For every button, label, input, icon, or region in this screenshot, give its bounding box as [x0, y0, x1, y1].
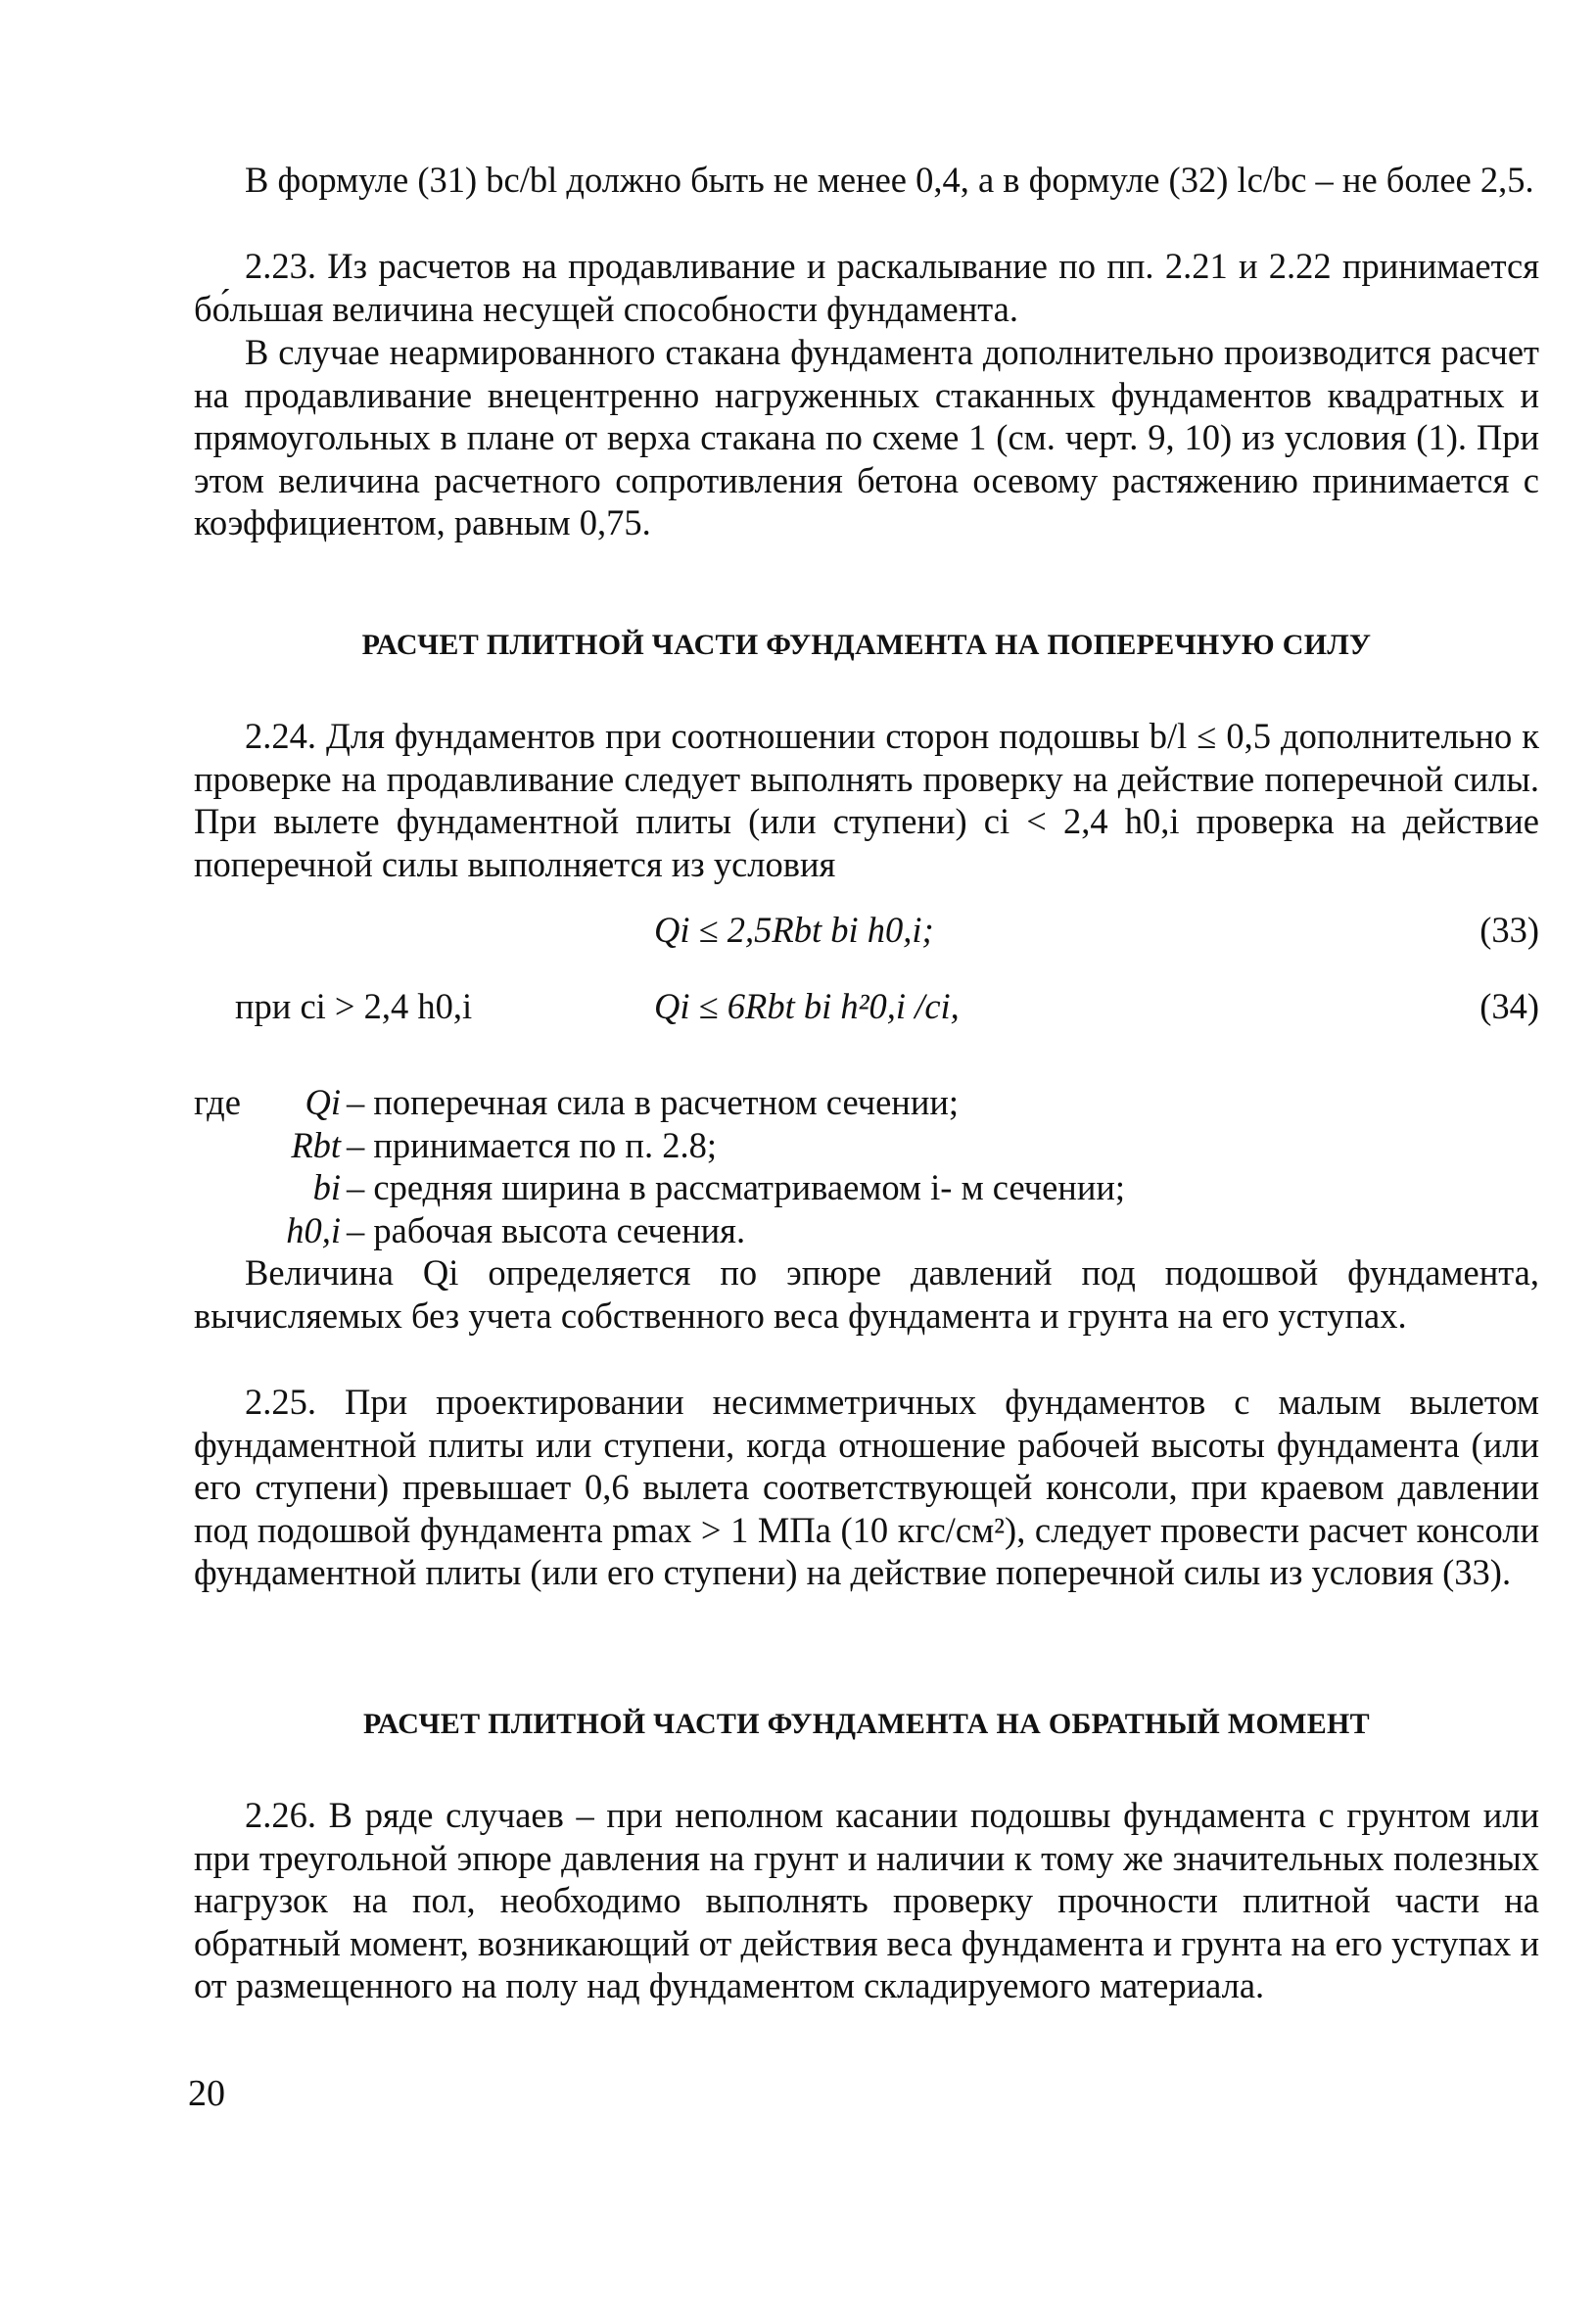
definition-text: – средняя ширина в рассматриваемом i- м сечении;: [347, 1167, 1126, 1207]
where-word: где: [194, 1082, 241, 1122]
equation-34-formula: Qi ≤ 6Rbt bi h²0,i /ci,: [654, 986, 960, 1026]
equation-33: [194, 909, 1539, 954]
definition-text: – принимается по п. 2.8;: [347, 1124, 717, 1165]
definition-symbol: Qi: [305, 1082, 341, 1122]
equation-34-number: (34): [1479, 986, 1539, 1026]
definition-item: [194, 1124, 1539, 1167]
paragraph-2-25: 2.25. При проектировании несимметричных фундаментов с малым вылетом фундаментной плиты или ступени, когда отношение рабочей высоты фундамента (или его ступени) превышает 0,6 вылета соответствующей консоли, при краевом давлении под подошвой фундамента pmax > 1 МПа (10 кгс/см²), следует провести расчет консоли фундаментной плиты (или его ступени) на действие поперечной силы из условия (33).: [194, 1382, 1539, 1592]
intro-paragraph: В формуле (31) bc/bl должно быть не менее 0,4, а в формуле (32) lc/bc – не более 2,5.: [245, 160, 1534, 200]
paragraph-2-26: 2.26. В ряде случаев – при неполном касании подошвы фундамента с грунтом или при треугольной эпюре давления на грунт и наличии к тому же значительных полезных нагрузок на пол, необходимо выполнять проверку прочности плитной части на обратный момент, возникающий от действия веса фундамента и грунта на его уступах и от размещенного на полу над фундаментом складируемого материала.: [194, 1795, 1539, 2005]
equation-33-formula: Qi ≤ 2,5Rbt bi h0,i;: [654, 910, 934, 950]
definition-text: – рабочая высота сечения.: [347, 1209, 746, 1250]
definition-symbol: h0,i: [286, 1209, 341, 1250]
definition-item: [194, 1081, 1539, 1124]
equation-33-number: (33): [1479, 910, 1539, 950]
paragraph-2-23: 2.23. Из расчетов на продавливание и раскалывание по пп. 2.21 и 2.22 принимается бо́льшая величина несущей способности фундамента.: [194, 246, 1539, 329]
section-heading-reverse-moment: РАСЧЕТ ПЛИТНОЙ ЧАСТИ ФУНДАМЕНТА НА ОБРАТНЫЙ МОМЕНТ: [363, 1708, 1370, 1740]
paragraph-2-24: 2.24. Для фундаментов при соотношении сторон подошвы b/l ≤ 0,5 дополнительно к проверке на продавливание следует выполнять проверку на действие поперечной силы. При вылете фундаментной плиты (или ступени) ci < 2,4 h0,i проверка на действие поперечной силы выполняется из условия: [194, 716, 1539, 884]
definition-symbol: bi: [312, 1167, 341, 1207]
section-heading-shear: РАСЧЕТ ПЛИТНОЙ ЧАСТИ ФУНДАМЕНТА НА ПОПЕРЕЧНУЮ СИЛУ: [361, 629, 1372, 661]
paragraph-2-23-continued: В случае неармированного стакана фундамента дополнительно производится расчет на продавливание внецентренно нагруженных стаканных фундаментов квадратных и прямоугольных в плане от верха стакана по схеме 1 (см. черт. 9, 10) из условия (1). При этом величина расчетного сопротивления бетона осевому растяжению принимается с коэффициентом, равным 0,75.: [194, 332, 1539, 542]
definition-symbol: Rbt: [291, 1124, 341, 1165]
paragraph-2-24-continued: Величина Qi определяется по эпюре давлений под подошвой фундамента, вычисляемых без учета собственного веса фундамента и грунта на его уступах.: [194, 1252, 1539, 1336]
definition-item: [194, 1166, 1539, 1209]
page-number: 20: [188, 2073, 225, 2114]
equation-34-condition: при ci > 2,4 h0,i: [235, 986, 473, 1026]
definition-text: – поперечная сила в расчетном сечении;: [347, 1082, 960, 1122]
definitions-list: [194, 1081, 1539, 1251]
definition-item: [194, 1209, 1539, 1252]
equation-34: [194, 985, 1539, 1030]
